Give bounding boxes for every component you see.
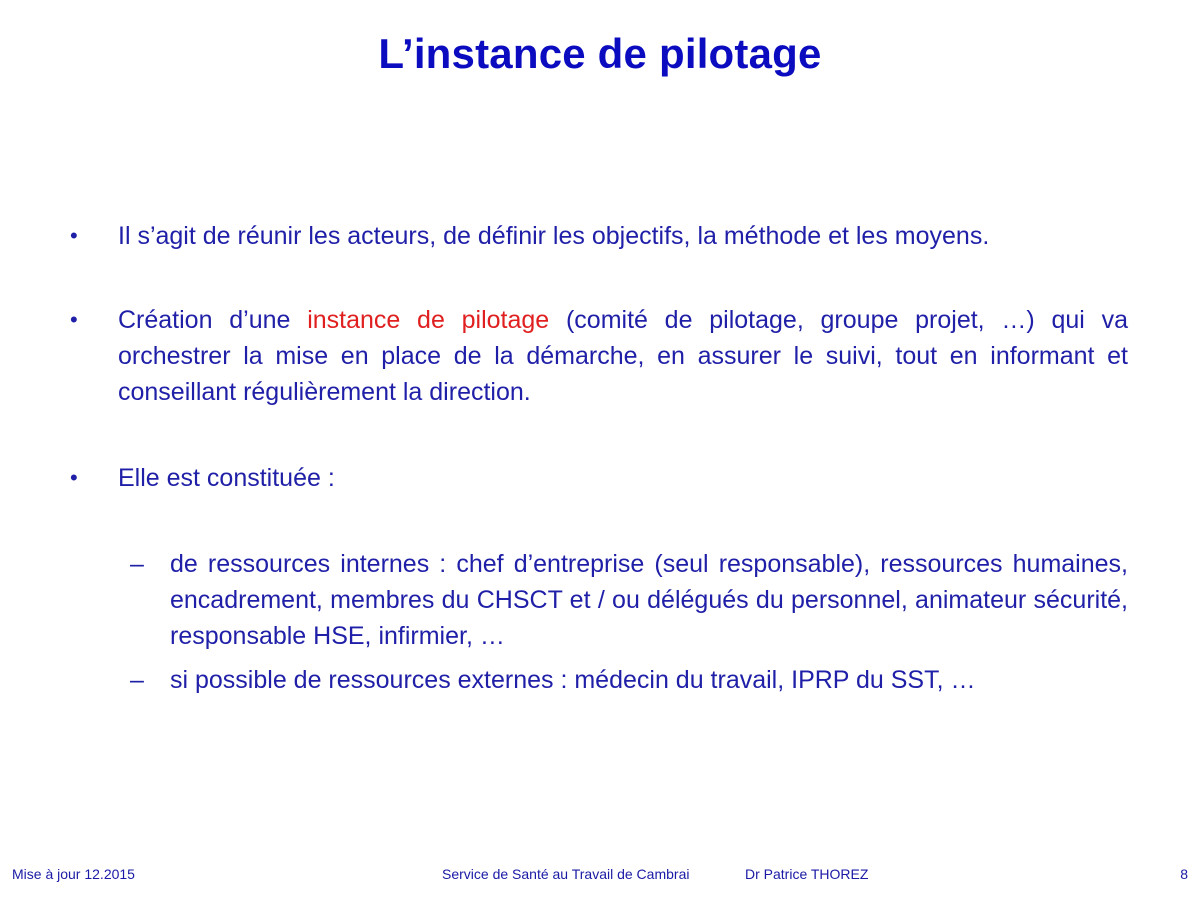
highlighted-term: instance de pilotage (307, 306, 550, 334)
bullet-text: Il s’agit de réunir les acteurs, de définir les objectifs, la méthode et les moyens. (118, 222, 990, 250)
footer-date: Mise à jour 12.2015 (12, 866, 135, 882)
dash-marker: – (130, 666, 144, 694)
slide-title: L’instance de pilotage (378, 30, 822, 77)
sub-item (130, 662, 1128, 698)
bullet-item (70, 460, 1128, 496)
footer-service: Service de Santé au Travail de Cambrai (442, 866, 690, 882)
bullet-item (70, 218, 1128, 254)
bullet-marker: • (70, 223, 78, 248)
slide-content (70, 218, 1128, 698)
bullet-marker: • (70, 465, 78, 490)
bullet-text: Elle est constituée : (118, 464, 335, 492)
bullet-item (70, 302, 1128, 410)
sub-item (130, 546, 1128, 654)
footer-author: Dr Patrice THOREZ (745, 866, 869, 882)
page-number: 8 (1180, 866, 1188, 882)
bullet-text-end: (comité de pilotage, groupe projet, …) qui va orchestrer la mise en place de la démarche, en assurer le suivi, tout en informant et conseillant régulièrement la direction. (118, 306, 1128, 406)
bullet-marker: • (70, 307, 78, 332)
sub-item-text: de ressources internes : chef d’entreprise (seul responsable), ressources humaines, encadrement, membres du CHSCT et / ou délégués du personnel, animateur sécurité, responsable HSE, infirmier, … (170, 550, 1128, 650)
bullet-text-start: Création d’une (118, 306, 308, 334)
sub-item-text: si possible de ressources externes : médecin du travail, IPRP du SST, … (170, 666, 976, 694)
dash-marker: – (130, 550, 144, 578)
